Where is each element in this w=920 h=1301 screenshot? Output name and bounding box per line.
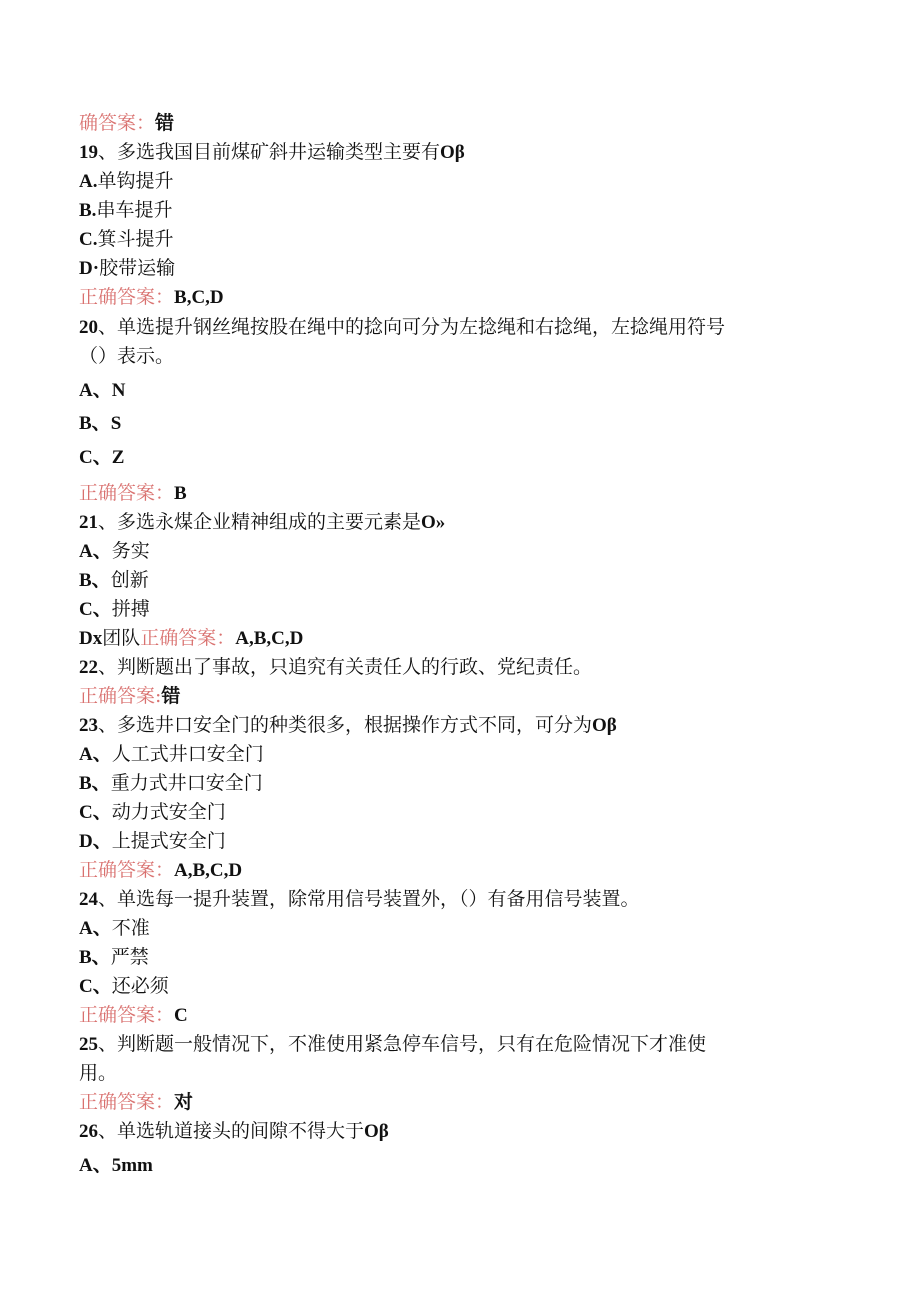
question-text: 、多选井口安全门的种类很多，根据操作方式不同，可分为	[98, 714, 593, 736]
option-line	[79, 538, 150, 565]
option-key: A、	[79, 541, 112, 562]
question-text: 、判断题出了事故，只追究有关责任人的行政、党纪责任。	[98, 656, 593, 678]
continuation-text: 用。	[79, 1062, 118, 1084]
answer-label: 确答案：	[79, 112, 156, 134]
option-line	[79, 168, 174, 195]
question-text: 、单选提升钢丝绳按股在绳中的捻向可分为左捻绳和右捻绳，左捻绳用符号	[98, 316, 726, 338]
option-text: 团队	[102, 627, 141, 649]
option-line	[79, 255, 175, 282]
answer-line	[79, 110, 174, 137]
answer-value: 对	[174, 1092, 194, 1113]
option-line	[79, 197, 172, 224]
question-number: 24	[79, 889, 98, 910]
question-number: 23	[79, 715, 98, 736]
option-key: A.	[79, 171, 98, 192]
option-text: Z	[111, 447, 125, 468]
question-number: 22	[79, 657, 98, 678]
option-key: B、	[79, 570, 111, 591]
option-key: D、	[79, 831, 112, 852]
answer-value: A,B,C,D	[174, 860, 243, 881]
answer-value: A,B,C,D	[235, 628, 304, 649]
answer-label: 正确答案：	[79, 1004, 175, 1026]
answer-label: 正确答案：	[79, 286, 175, 308]
answer-line	[79, 480, 187, 507]
question-tail: O»	[421, 512, 446, 533]
option-key: Dx	[79, 628, 103, 649]
option-text: 串车提升	[96, 199, 173, 221]
option-key: C、	[79, 802, 112, 823]
option-text: 创新	[110, 569, 149, 591]
option-text: N	[111, 380, 126, 401]
option-key: B、	[79, 773, 111, 794]
option-text: 箕斗提升	[97, 228, 174, 250]
answer-label: 正确答案：	[79, 859, 175, 881]
option-text: 5mm	[111, 1155, 153, 1176]
option-text: S	[110, 413, 122, 434]
option-text: 上提式安全门	[111, 830, 226, 852]
option-line	[79, 799, 226, 826]
question-tail: Oβ	[440, 142, 465, 163]
question-text: 、单选轨道接头的间隙不得大于	[98, 1120, 365, 1142]
question-tail: Oβ	[364, 1121, 389, 1142]
option-line	[79, 410, 121, 437]
option-line	[79, 1152, 153, 1179]
question-line	[79, 886, 640, 913]
answer-line	[79, 1002, 188, 1029]
option-text: 人工式井口安全门	[111, 743, 264, 765]
answer-line	[79, 284, 224, 311]
option-line	[79, 596, 150, 623]
option-line	[79, 741, 264, 768]
question-text: 、多选我国目前煤矿斜井运输类型主要有	[98, 141, 441, 163]
question-line	[79, 712, 617, 739]
question-line	[79, 509, 445, 536]
answer-label: 正确答案：	[79, 1091, 175, 1113]
question-text: 、多选永煤企业精神组成的主要元素是	[98, 511, 422, 533]
option-text: 动力式安全门	[111, 801, 226, 823]
question-line	[79, 139, 465, 166]
option-text: 不准	[111, 917, 150, 939]
option-line	[79, 828, 226, 855]
option-key: C.	[79, 229, 98, 250]
question-continuation	[79, 1060, 117, 1086]
answer-line	[79, 1089, 193, 1116]
option-line	[79, 226, 174, 253]
option-text: 务实	[111, 540, 150, 562]
option-text: 严禁	[110, 946, 149, 968]
answer-value: B,C,D	[174, 287, 224, 308]
option-line	[79, 973, 169, 1000]
answer-value: 错	[161, 686, 181, 707]
option-line	[79, 567, 149, 594]
option-key: B.	[79, 200, 97, 221]
question-text: 、单选每一提升装置，除常用信号装置外，（）有备用信号装置。	[98, 888, 640, 910]
question-text: 、判断题一般情况下，不准使用紧急停车信号，只有在危险情况下才准使	[98, 1033, 707, 1055]
option-text: 胶带运输	[99, 257, 176, 279]
answer-label: 正确答案:	[79, 685, 162, 707]
option-key: C、	[79, 976, 112, 997]
option-line	[79, 377, 125, 404]
question-line	[79, 1118, 389, 1145]
answer-value: C	[174, 1005, 188, 1026]
continuation-text: （）表示。	[79, 345, 175, 367]
option-text: 重力式井口安全门	[110, 772, 263, 794]
answer-label: 正确答案：	[79, 482, 175, 504]
question-line	[79, 314, 725, 341]
option-key: B、	[79, 413, 111, 434]
option-line	[79, 944, 149, 971]
question-tail: Oβ	[592, 715, 617, 736]
option-line	[79, 915, 150, 942]
option-line	[79, 770, 263, 797]
answer-value: 错	[155, 113, 175, 134]
question-number: 25	[79, 1034, 98, 1055]
option-text: 还必须	[111, 975, 169, 997]
question-continuation	[79, 343, 174, 369]
answer-line	[79, 857, 242, 884]
question-line	[79, 654, 592, 681]
option-key: C、	[79, 599, 112, 620]
answer-line	[79, 683, 180, 710]
option-key: B、	[79, 947, 111, 968]
option-key: A、	[79, 744, 112, 765]
question-line	[79, 1031, 706, 1058]
option-key: C、	[79, 447, 112, 468]
option-text: 拼搏	[111, 598, 150, 620]
option-answer-line	[79, 625, 303, 652]
question-number: 21	[79, 512, 98, 533]
option-key: A、	[79, 918, 112, 939]
option-text: 单钩提升	[97, 170, 174, 192]
question-number: 20	[79, 317, 98, 338]
option-key: A、	[79, 1155, 112, 1176]
answer-value: B	[174, 483, 187, 504]
option-key: A、	[79, 380, 112, 401]
option-line	[79, 444, 124, 471]
answer-label: 正确答案：	[140, 627, 236, 649]
question-number: 26	[79, 1121, 98, 1142]
question-number: 19	[79, 142, 98, 163]
option-key: D·	[79, 258, 100, 279]
